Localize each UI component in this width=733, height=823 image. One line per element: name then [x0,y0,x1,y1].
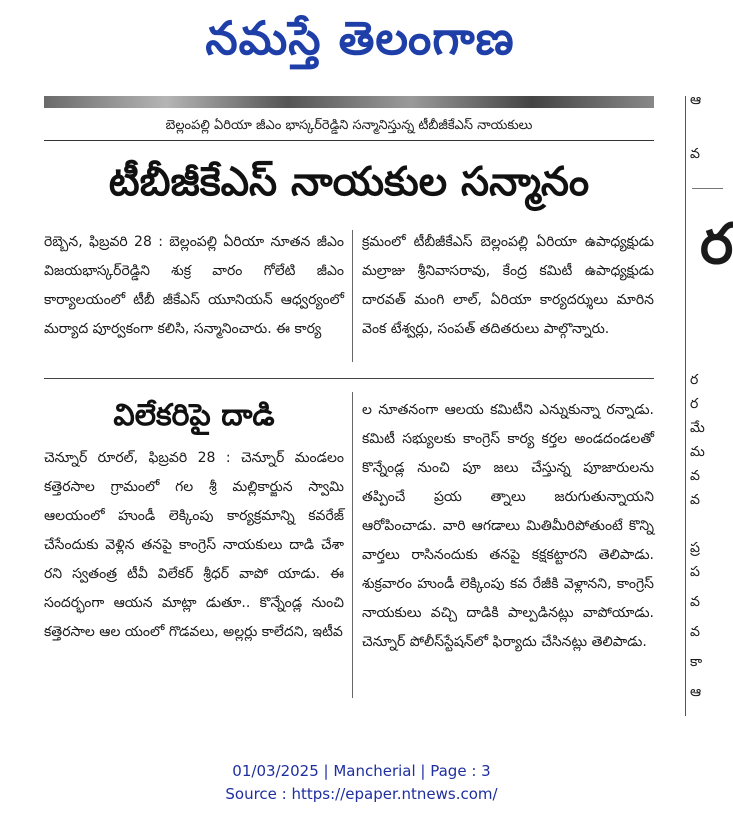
article-2-headline: విలేకరిపై దాడి [113,398,275,433]
side-text-fragment: వ [690,594,700,610]
side-text-fragment: వ [690,624,700,640]
side-text-fragment: మే [690,420,705,436]
article-2-text-left: చెన్నూర్ రూరల్, ఫిబ్రవరి 28 : చెన్నూర్ మండలం కత్తెరసాల గ్రామంలో గల శ్రీ మల్లికార్జున స్వామి ఆలయంలో హుండీ లెక్కింపు కార్యక్రమాన్ని కవరేజ్ చేసేందుకు వెళ్లిన తనపై కాంగ్రెస్ నాయకులు దాడి చేశా రని స్వతంత్ర టీవీ విలేకర్ శ్రీధర్ వాపో యాడు. ఈ సందర్భంగా ఆయన మాట్లా డుతూ.. కొన్నేండ్ల నుంచి కత్తెరసాల ఆల యంలో గొడవలు, అల్లర్లు కాలేదని, ఇటీవ [44,450,344,640]
article-1-text-right: క్రమంలో టీబీజీకేఎస్ బెల్లంపల్లి ఏరియా ఉపాధ్యక్షుడు మల్రాజు శ్రీనివాసరావు, కేంద్ర కమిటీ ఉపాధ్యక్షుడు దారవత్ మంగి లాల్, ఏరియా కార్యదర్శులు మారిన వెంక టేశ్వర్లు, సంపత్ తదితరులు పాల్గొన్నారు. [362,234,654,337]
article-photo [44,96,654,108]
newspaper-title: నమస్తే తెలంగాణ [205,11,515,65]
article-1-text-left: రెబ్బెన, ఫిబ్రవరి 28 : బెల్లంపల్లి ఏరియా నూతన జీఎం విజయభాస్కర్‌రెడ్డిని శుక్ర వారం గోలేటి జీఎం కార్యాలయంలో టీబీ జీకేఎస్ యూనియన్ ఆధ్వర్యంలో మర్యాద పూర్వకంగా కలిసి, సన్మానించారు. ఈ కార్య [44,234,344,337]
article-1-column-left [44,228,344,368]
side-text-fragment: ర [690,372,699,388]
footer-source-link[interactable]: Source : https://epaper.ntnews.com/ [225,785,498,803]
column-divider [352,230,353,362]
side-text-fragment: వ [690,492,700,508]
article-2-column-right [362,396,654,700]
side-text-fragment: ప [690,564,700,580]
side-text-fragment: ప్ర [690,540,700,556]
side-text-fragment: వ [690,468,700,484]
side-text-fragment: ఆ [690,92,702,108]
footer-date-edition: 01/03/2025 | Mancherial | Page : 3 [232,762,491,780]
column-divider [352,392,353,698]
side-headline-fragment: ర [700,212,733,277]
article-divider [44,378,654,379]
side-rule [692,188,723,189]
side-text-fragment: మ [690,444,705,460]
article-2-column-left [44,444,344,700]
article-1-headline: టీబీజీకేఎస్ నాయకుల సన్మానం [108,159,590,205]
side-text-fragment: ఆ [690,684,702,700]
article-2-text-right: ల నూతనంగా ఆలయ కమిటీని ఎన్నుకున్నా రన్నాడు. కమిటీ సభ్యులకు కాంగ్రెస్ కార్య కర్తల అండదండలతో కొన్నేండ్ల నుంచి పూ జలు చేస్తున్న పూజారులను తప్పించే ప్రయ త్నాలు జరుగుతున్నాయని ఆరోపించాడు. వారి ఆగడాలు మితిమీరిపోతుంటే కొన్ని వార్తలు రాసినందుకు తనపై కక్షకట్టారని తెలిపాడు. శుక్రవారం హుండీ లెక్కింపు కవ రేజీకి వెళ్లానని, కాంగ్రెస్ నాయకులు వచ్చి దాడికి పాల్పడినట్లు వాపోయాడు. చెన్నూర్ పోలీస్‌స్టేషన్‌లో ఫిర్యాదు చేసినట్లు తెలిపాడు. [362,402,654,650]
side-text-fragment: వ [690,146,700,162]
side-column-divider [685,96,686,716]
side-text-fragment: ర [690,396,699,412]
side-text-fragment: కా [690,654,703,670]
photo-caption: బెల్లంపల్లి ఏరియా జీఎం భాస్కర్‌రెడ్డిని సన్మానిస్తున్న టీబీజీకేఎస్ నాయకులు [44,112,654,141]
article-1-column-right [362,228,654,368]
masthead [0,0,723,80]
